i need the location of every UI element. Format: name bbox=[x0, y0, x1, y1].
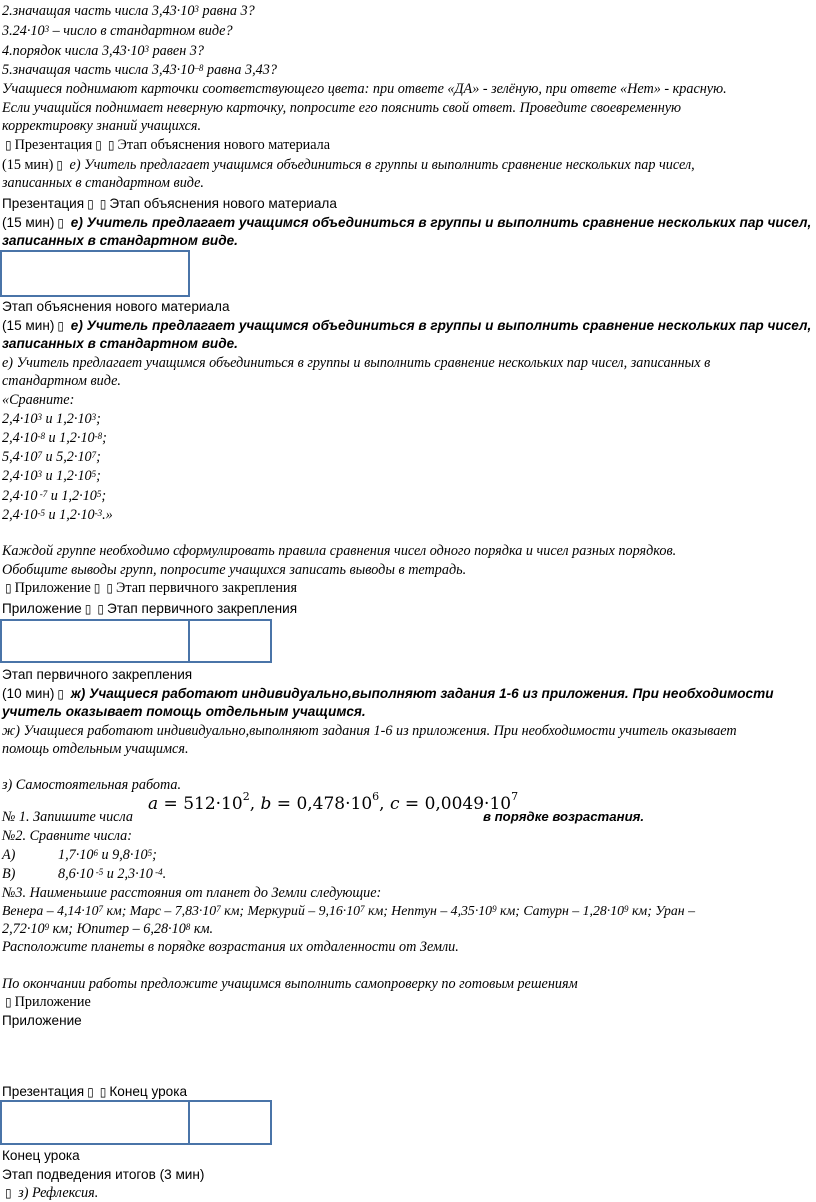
missing-glyph-icon: ▯ bbox=[5, 1186, 12, 1200]
task-e-line-2: записанных в стандартном виде. bbox=[2, 175, 204, 191]
presentation-link[interactable]: Презентация bbox=[2, 196, 85, 211]
missing-glyph-icon: ▯ bbox=[84, 602, 92, 616]
missing-glyph-icon: ▯ bbox=[107, 138, 115, 152]
presentation-link[interactable]: Презентация bbox=[14, 137, 93, 153]
presentation-link[interactable]: Презентация bbox=[2, 1084, 85, 1099]
nav-line-2: Презентация ▯ ▯ Этап объяснения нового материала bbox=[2, 196, 337, 211]
duration-line-2: (15 мин) ▯ е) Учитель предлагает учащимся объединиться в группы и выполнить сравнение нескольких пар чисел, bbox=[2, 215, 812, 230]
task-zh-bold-line-2: учитель оказывает помощь отдельным учащимся. bbox=[2, 704, 366, 719]
missing-glyph-icon: ▯ bbox=[93, 581, 101, 595]
reflection-line: ▯ з) Рефлексия. bbox=[5, 1185, 99, 1201]
compare-pair-1: $2,4\cdot 10^3$ и $1,2\cdot 10^3$; bbox=[2, 411, 101, 427]
compare-pair-4: $2,4\cdot 10^3$ и $1,2\cdot 10^5$; bbox=[2, 468, 101, 484]
exercise-2-a: А) $1,7\cdot 10^6$ и $9,8\cdot 10^5$; bbox=[2, 847, 157, 863]
missing-glyph-icon: ▯ bbox=[57, 687, 65, 701]
missing-glyph-icon: ▯ bbox=[87, 197, 94, 211]
presentation-frame[interactable] bbox=[0, 250, 190, 297]
missing-glyph-icon: ▯ bbox=[97, 602, 104, 616]
task-e-full-line-2: стандартном виде. bbox=[2, 373, 121, 389]
stage-primary-heading: Этап первичного закрепления bbox=[2, 667, 193, 682]
missing-glyph-icon: ▯ bbox=[99, 1085, 107, 1099]
exercise-1-label: № 1. Запишите числа bbox=[2, 809, 133, 825]
nav-line-5 bbox=[2, 993, 91, 1011]
exercise-1-formula: $a = 512\cdot 10^2$, $b = 0,478\cdot 10^6$, $c = 0,0049\cdot 10^7$ bbox=[148, 790, 519, 814]
compare-pair-5: 2,4·10 $^{-7}$ и $1,2\cdot 10^5$; bbox=[2, 488, 107, 504]
task-zh-full-line-2: помощь отдельным учащимся. bbox=[2, 741, 189, 757]
exercise-2-b: В) 8,6·10 $^{-5}$ и 2,3·10 $^{-4}$. bbox=[2, 866, 167, 882]
nav-line-4: Приложение ▯ ▯ Этап первичного закрепления bbox=[2, 601, 298, 616]
planets-line-1: Венера – $4,14\cdot 10^7$ км; Марс – $7,83\cdot 10^7$ км; Меркурий – $9,16\cdot 10^7$ км; Нептун – $4,35\cdot 10^9$ км; Сатурн – $1,28\cdot 10^9$ км; Уран – bbox=[2, 903, 695, 918]
task-e-full-line-1: е) Учитель предлагает учащимся объединиться в группы и выполнить сравнение нескольких пар чисел, записанных в bbox=[2, 355, 711, 371]
groups-line-2: Обобщите выводы групп, попросите учащихся записать выводы в тетрадь. bbox=[2, 562, 467, 578]
self-work-heading: з) Самостоятельная работа. bbox=[2, 777, 182, 793]
cards-instruction-line-2: Если учащийся поднимает неверную карточку, попросите его пояснить свой ответ. Проведите своевременную bbox=[2, 100, 682, 116]
missing-glyph-icon: ▯ bbox=[5, 995, 12, 1009]
exercise-2-label: №2. Сравните числа: bbox=[2, 828, 132, 844]
missing-glyph-icon: ▯ bbox=[56, 158, 63, 172]
compare-pair-3: $5,4\cdot 10^7$ и $5,2\cdot 10^7$; bbox=[2, 449, 101, 465]
missing-glyph-icon: ▯ bbox=[57, 319, 65, 333]
appendix-heading[interactable]: Приложение bbox=[2, 1013, 82, 1028]
duration-line-1: (15 мин) ▯ е) Учитель предлагает учащимся объединиться в группы и выполнить сравнение нескольких пар чисел, bbox=[2, 157, 695, 173]
lesson-end-heading: Конец урока bbox=[2, 1148, 80, 1163]
compare-pair-2: $2,4\cdot 10^{-8}$ и $1,2\cdot 10^{-8}$; bbox=[2, 430, 107, 446]
question-2: 2.значащая часть числа $3,43\cdot 10^3$ равна 3? bbox=[2, 3, 255, 19]
missing-glyph-icon: ▯ bbox=[5, 581, 12, 595]
presentation-frame-end-right[interactable] bbox=[188, 1100, 272, 1145]
nav-line-6: Презентация ▯ ▯ Конец урока bbox=[2, 1084, 188, 1099]
missing-glyph-icon: ▯ bbox=[95, 138, 102, 152]
missing-glyph-icon: ▯ bbox=[87, 1085, 94, 1099]
question-3: $3.24\cdot 10^3$ – число в стандартном виде? bbox=[2, 23, 233, 39]
planets-line-2: $2,72\cdot 10^9$ км; Юпитер – $6,28\cdot 10^8$ км. bbox=[2, 921, 214, 937]
duration-line-3: (15 мин) ▯ е) Учитель предлагает учащимся объединиться в группы и выполнить сравнение нескольких пар чисел, bbox=[2, 318, 812, 333]
selfcheck-line: По окончании работы предложите учащимся выполнить самопроверку по готовым решениям bbox=[2, 976, 578, 992]
presentation-frame-end[interactable] bbox=[0, 1100, 190, 1145]
cards-instruction-line-3: корректировку знаний учащихся. bbox=[2, 118, 202, 134]
missing-glyph-icon: ▯ bbox=[5, 138, 12, 152]
appendix-link[interactable]: Приложение bbox=[2, 601, 82, 616]
missing-glyph-icon: ▯ bbox=[57, 216, 65, 230]
cards-instruction-line-1: Учащиеся поднимают карточки соответствующего цвета: при ответе «ДА» - зелёную, при ответе «Нет» - красную. bbox=[2, 81, 727, 97]
stage-new-heading: Этап объяснения нового материала bbox=[2, 299, 230, 314]
task-e-bold-line-3: записанных в стандартном виде. bbox=[2, 336, 238, 351]
exercise-3-label: №3. Наименьшие расстояния от планет до Земли следующие: bbox=[2, 885, 382, 901]
task-e-bold-line-2: записанных в стандартном виде. bbox=[2, 233, 238, 248]
groups-line-1: Каждой группе необходимо сформулировать правила сравнения чисел одного порядка и чисел разных порядков. bbox=[2, 543, 677, 559]
appendix-frame-left[interactable] bbox=[0, 619, 190, 663]
appendix-link[interactable]: Приложение bbox=[14, 994, 91, 1010]
compare-title: «Сравните: bbox=[2, 392, 75, 408]
missing-glyph-icon: ▯ bbox=[106, 581, 113, 595]
nav-line-1: ▯ Презентация ▯ ▯ Этап объяснения нового материала bbox=[5, 137, 331, 153]
planets-line-3: Расположите планеты в порядке возрастания их отдаленности от Земли. bbox=[2, 939, 459, 955]
duration-line-4: (10 мин) ▯ ж) Учащиеся работают индивидуально,выполняют задания 1-6 из приложения. При необходимости bbox=[2, 686, 774, 701]
exercise-1-tail: в порядке возрастания. bbox=[483, 809, 645, 824]
appendix-frame-right[interactable] bbox=[188, 619, 272, 663]
appendix-link[interactable]: Приложение bbox=[14, 580, 91, 596]
stage-summary-heading: Этап подведения итогов (3 мин) bbox=[2, 1167, 205, 1182]
task-zh-full-line-1: ж) Учащиеся работают индивидуально,выполняют задания 1-6 из приложения. При необходимости учитель оказывает bbox=[2, 723, 737, 739]
compare-pair-6: $2,4\cdot 10^{-5}$ и $1,2\cdot 10^{-3}$.» bbox=[2, 507, 113, 523]
missing-glyph-icon: ▯ bbox=[99, 197, 107, 211]
nav-line-3: ▯ Приложение ▯ ▯ Этап первичного закрепления bbox=[5, 580, 298, 596]
question-5: 5.значащая часть числа $3,43\cdot 10^{-8}$ равна 3,43? bbox=[2, 62, 277, 78]
question-4: 4.порядок числа $3,43\cdot 10^3$ равен 3? bbox=[2, 43, 204, 59]
